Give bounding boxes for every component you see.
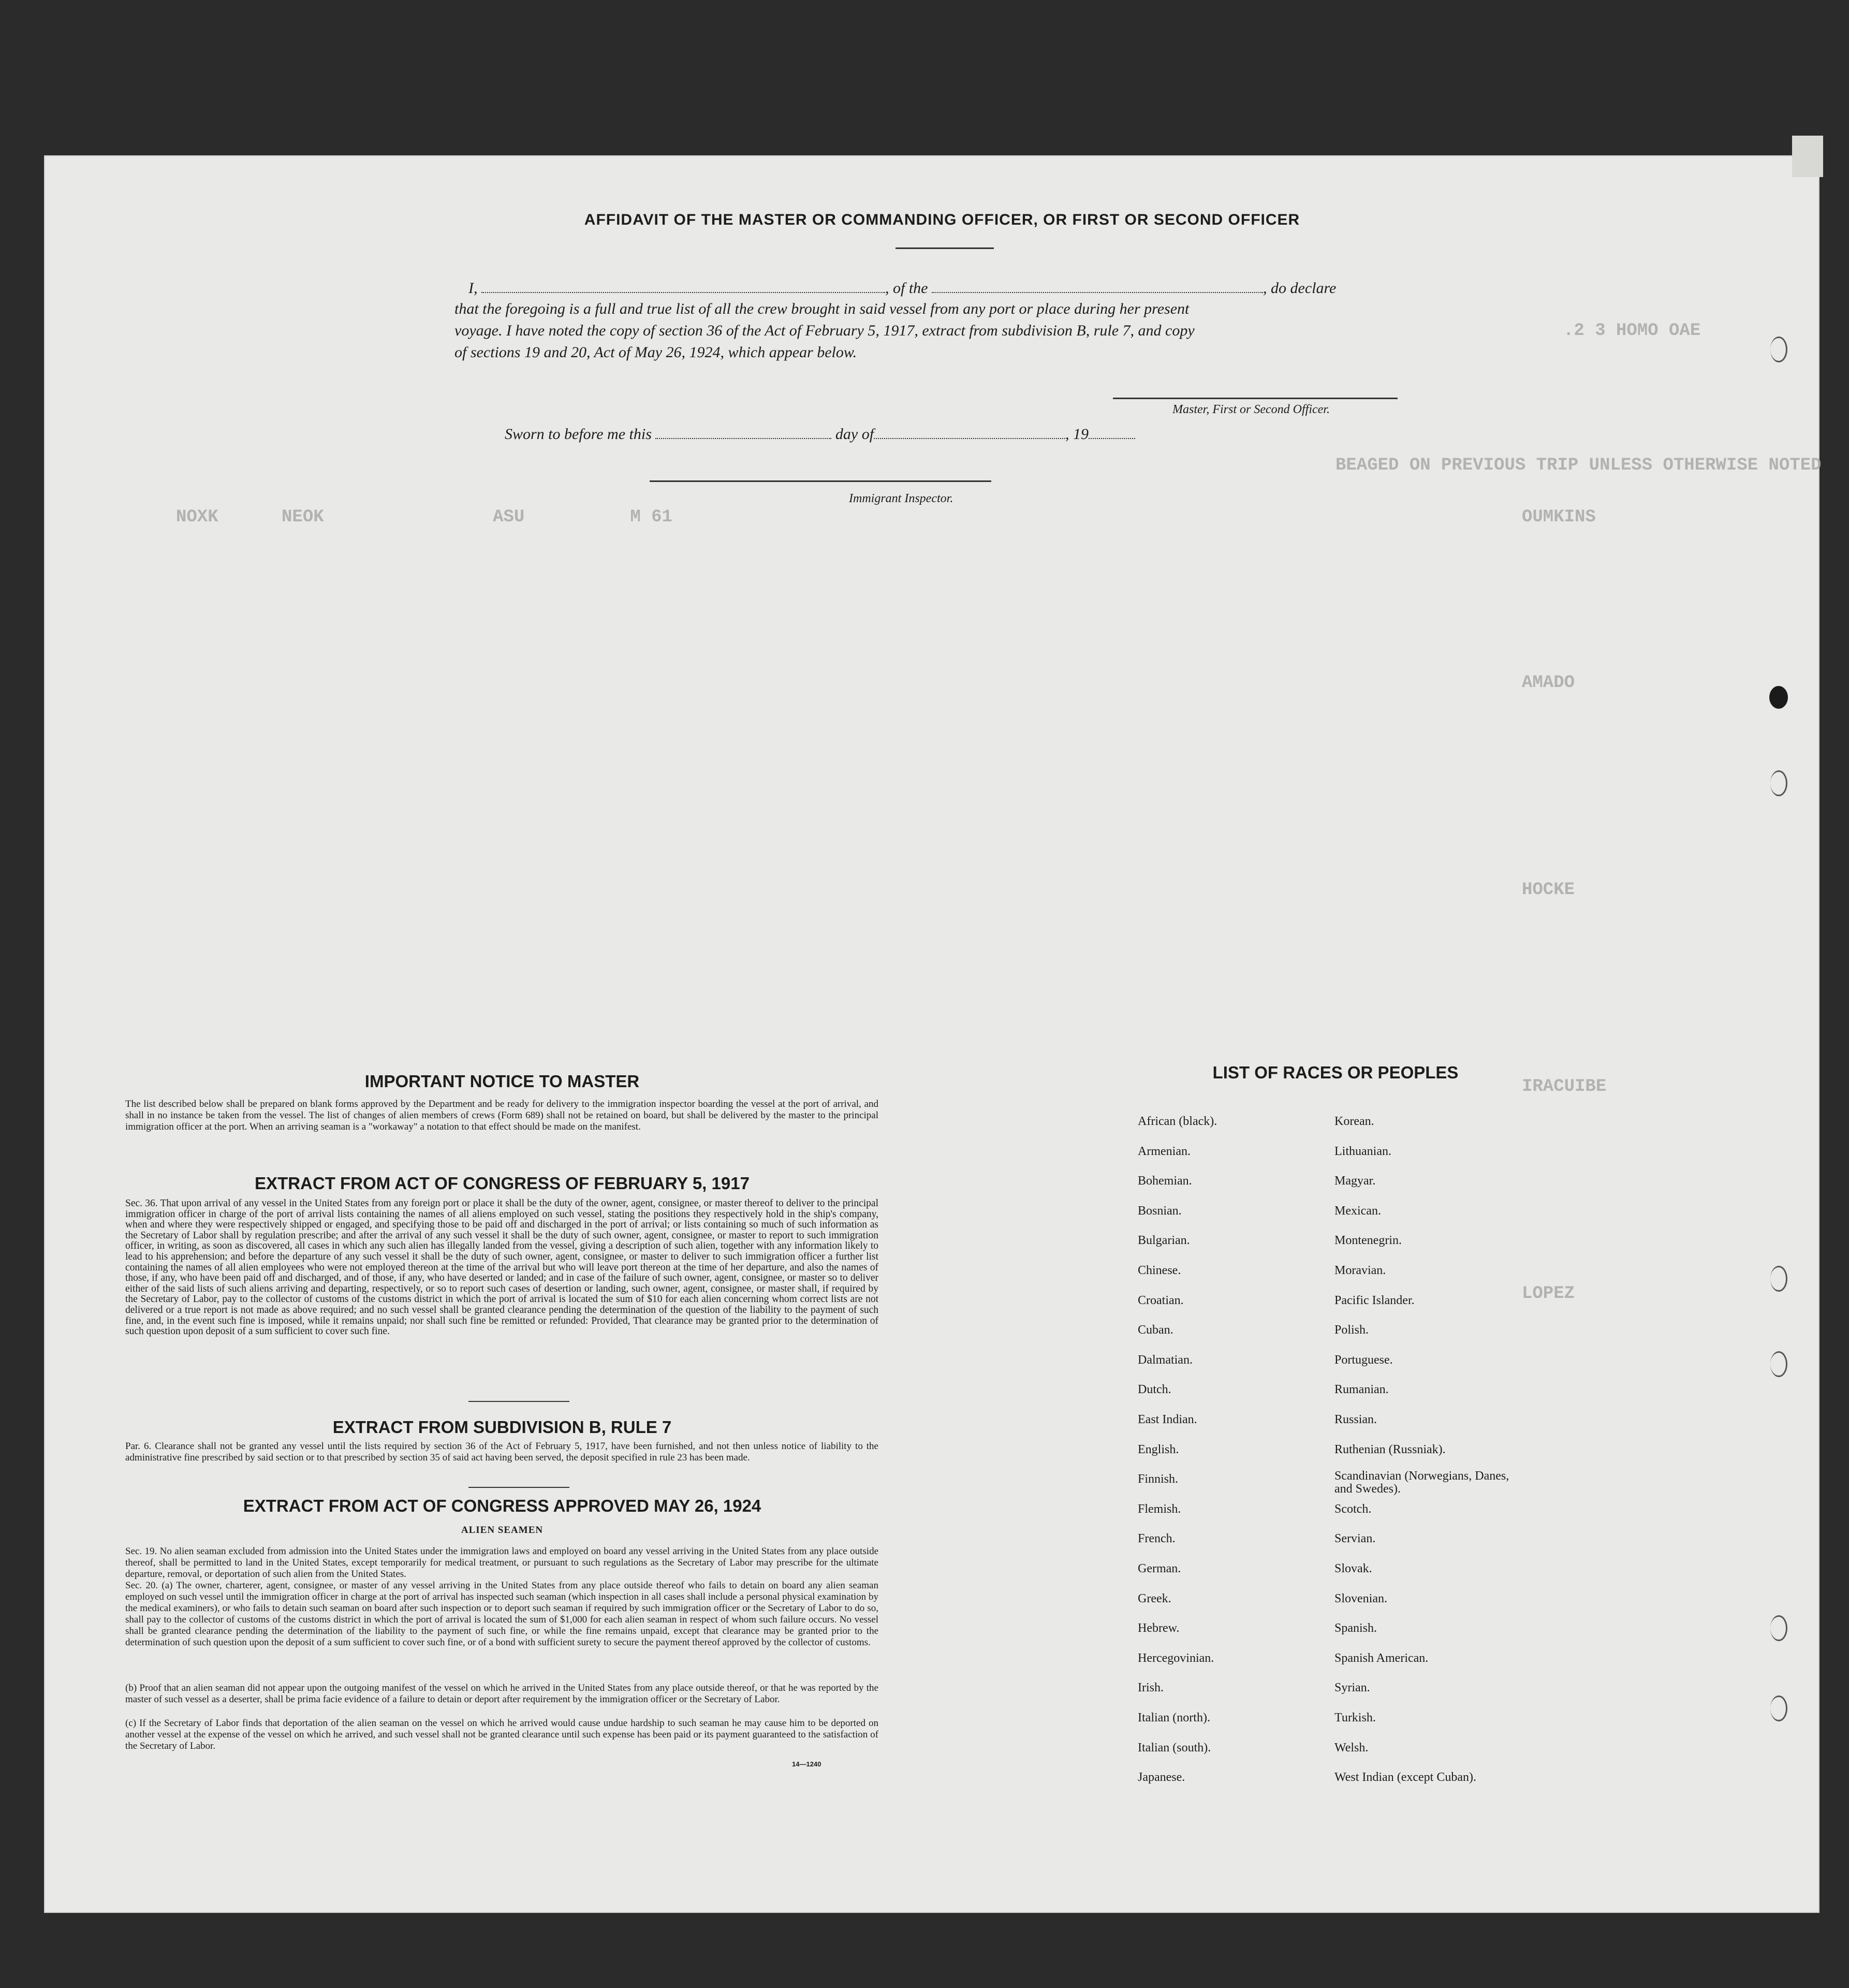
race-item: Scandinavian (Norwegians, Danes, and Swedes). — [1334, 1469, 1509, 1496]
alien-seamen-subtitle: ALIEN SEAMEN — [461, 1525, 544, 1536]
bleed-through-text: LOPEZ — [1522, 1284, 1575, 1304]
affidavit-line-3: voyage. I have noted the copy of section 36 of the Act of February 5, 1917, extract from subdivision B, rule 7, and copy — [454, 322, 1195, 339]
title-rule — [896, 247, 994, 249]
race-item: Bohemian. — [1138, 1174, 1192, 1188]
race-item: Slovenian. — [1334, 1591, 1387, 1605]
extract-1917-text: Sec. 36. That upon arrival of any vessel in the United States from any foreign port or place it shall be the duty of the owner, agent, consignee, or master thereof to deliver to the principal immigration officer in charge of the port of arrival lists containing the names of all aliens employed on such vessel, stating the positions they respectively hold in the ship's company, when and where they were respectively shipped or engaged, and specifying those to be paid off and discharged in the port of arrival; or lists containing so much of such information as the Secretary of Labor shall by regulation prescribe; and after the arrival of any such vessel it shall be the duty of such owner, agent, consignee, or master to report to such immigration officer, in writing, as soon as discovered, all cases in which any such alien has illegally landed from the vessel, giving a description of such alien, together with any information likely to lead to his apprehension; and before the departure of any such vessel it shall be the duty of such owner, agent, consignee, or master to deliver to such immigration officer a further list containing the names of all alien employees who were not employed thereon at the time of the arrival but who will leave port thereon at the time of her departure, and also the names of those, if any, who have been paid off and discharged, and of those, if any, who have deserted or landed; and in case of the failure of such owner, agent, consignee, or master so to deliver either of the said lists of such aliens arriving and departing, respectively, or so to report such cases of desertion or landing, such owner, agent, consignee, or master shall, if required by the Secretary of Labor, pay to the collector of customs of the customs district in which the port of arrival is located the sum of $10 for each alien concerning whom correct lists are not delivered or a true report is not made as above required; and no such vessel shall be granted clearance pending the determination of the question of the liability to the payment of such fine, and, in the event such fine is imposed, while it remains unpaid; nor shall such fine be remitted or refunded: Provided, That clearance may be granted prior to the determination of such question upon deposit of a sum sufficient to cover such fine. — [125, 1198, 878, 1337]
race-item: Hebrew. — [1138, 1621, 1180, 1635]
binder-hole — [1770, 1695, 1787, 1721]
race-item: English. — [1138, 1442, 1179, 1456]
divider — [468, 1401, 569, 1402]
manifest-page — [44, 155, 1819, 1913]
race-item: Moravian. — [1334, 1264, 1386, 1277]
race-item: Korean. — [1334, 1115, 1374, 1128]
binder-hole — [1770, 337, 1787, 362]
binder-hole — [1770, 770, 1787, 796]
master-signature-label: Master, First or Second Officer. — [1172, 403, 1330, 416]
binder-hole — [1770, 1351, 1787, 1377]
race-item: Italian (south). — [1138, 1741, 1211, 1755]
race-item: Syrian. — [1334, 1681, 1370, 1695]
declarant-name-field[interactable] — [481, 281, 885, 293]
notice-text: The list described below shall be prepared on blank forms approved by the Department and be ready for delivery to the immigration inspector boarding the vessel at the port of arrival, and shall in no instance be taken from the vessel. The list of changes of alien members of crews (Form 689) shall not be retained on board, but shall be delivered by the master to the principal immigration officer at the port. When an arriving seaman is a "workaway" a notation to that effect should be made on the manifest. — [125, 1099, 878, 1132]
race-item: Bosnian. — [1138, 1204, 1182, 1218]
race-item: Scotch. — [1334, 1502, 1372, 1516]
race-item: Russian. — [1334, 1413, 1377, 1426]
inspector-signature-label: Immigrant Inspector. — [849, 492, 953, 505]
binder-hole — [1770, 1266, 1787, 1292]
race-item: Rumanian. — [1334, 1383, 1389, 1397]
race-item: Welsh. — [1334, 1741, 1369, 1755]
sworn-prefix: Sworn to before me this — [505, 426, 652, 443]
race-item: Italian (north). — [1138, 1711, 1210, 1724]
bleed-through-text: .2 3 HOMO OAE — [1563, 321, 1701, 341]
race-item: Magyar. — [1334, 1174, 1376, 1188]
race-item: Dutch. — [1138, 1383, 1171, 1397]
race-item: West Indian (except Cuban). — [1334, 1771, 1476, 1785]
affidavit-line-1 — [468, 280, 1336, 297]
race-item: Polish. — [1334, 1323, 1369, 1337]
race-item: Dalmatian. — [1138, 1353, 1193, 1367]
page-tab — [1792, 136, 1823, 177]
race-item: African (black). — [1138, 1115, 1217, 1128]
sec20a-text: Sec. 20. (a) The owner, charterer, agent, consignee, or master of any vessel arriving in the United States from any place outside thereof who fails to detain on board any alien seaman employed on such vessel until the immigration officer in charge at the port of arrival has inspected such seaman (which inspection in all cases shall include a personal physical examination by the medical examiners), or who fails to detain such seaman on board after such inspection or to deport such seaman if required by such immigration officer or the Secretary of Labor to do so, shall pay to the collector of customs of the customs district in which the port of arrival is located the sum of $1,000 for each alien seaman in respect of whom such failure occurs. No vessel shall be granted clearance pending the determination of the liability to the payment of such fine, or while the fine remains unpaid, except that clearance may be granted prior to the determination of such question upon the deposit of a sum sufficient to cover such fine, or of a bond with sufficient surety to secure the payment thereof approved by the collector of customs. — [125, 1580, 878, 1648]
inspector-signature-line[interactable] — [650, 480, 991, 482]
master-signature-line[interactable] — [1113, 398, 1398, 399]
divider — [468, 1487, 569, 1488]
race-item: Croatian. — [1138, 1293, 1184, 1307]
race-item: Slovak. — [1334, 1562, 1372, 1575]
vessel-prefix: , of the — [885, 280, 928, 297]
race-item: Japanese. — [1138, 1771, 1185, 1785]
race-item: Pacific Islander. — [1334, 1293, 1415, 1307]
declare-text: , do declare — [1263, 280, 1337, 297]
form-code: 14—1240 — [792, 1760, 821, 1768]
sworn-line — [505, 426, 1135, 443]
race-item: Turkish. — [1334, 1711, 1376, 1724]
bleed-through-text: OUMKINS — [1522, 507, 1596, 527]
race-item: Greek. — [1138, 1591, 1171, 1605]
sworn-year: , 19 — [1065, 426, 1089, 443]
race-item: Flemish. — [1138, 1502, 1181, 1516]
sec19-text: Sec. 19. No alien seaman excluded from admission into the United States under the immigration laws and employed on board any vessel arriving in the United States from any place outside thereof, shall be permitted to land in the United States, except temporarily for medical treatment, or pursuant to such regulations as the Secretary of Labor may prescribe for the ultimate departure, removal, or deportation of such alien from the United States. — [125, 1546, 878, 1580]
extract-rule7-text: Par. 6. Clearance shall not be granted any vessel until the lists required by section 36 of the Act of February 5, 1917, have been furnished, and not then unless notice of liability to the administrative fine prescribed by said section or to that prescribed by section 35 of said act having been served, the deposit specified in rule 23 has been made. — [125, 1441, 878, 1463]
bleed-through-text: BEAGED ON PREVIOUS TRIP UNLESS OTHERWISE NOTED — [1336, 456, 1822, 475]
race-item: German. — [1138, 1562, 1181, 1575]
race-item: Spanish. — [1334, 1621, 1377, 1635]
races-title: LIST OF RACES OR PEOPLES — [1212, 1063, 1459, 1082]
bleed-through-text: AMADO — [1522, 673, 1575, 693]
race-item: Bulgarian. — [1138, 1234, 1190, 1248]
race-item: Servian. — [1334, 1532, 1376, 1546]
race-item: Cuban. — [1138, 1323, 1173, 1337]
race-item: Hercegovinian. — [1138, 1651, 1214, 1665]
extract-1917-title: EXTRACT FROM ACT OF CONGRESS OF FEBRUARY 5, 1917 — [255, 1174, 750, 1193]
binder-hole — [1769, 686, 1788, 709]
race-item: Irish. — [1138, 1681, 1164, 1695]
race-item: Portuguese. — [1334, 1353, 1393, 1367]
declarant-prefix: I, — [468, 280, 478, 297]
affidavit-line-2: that the foregoing is a full and true list of all the crew brought in said vessel from any port or place during her present — [454, 300, 1190, 317]
affidavit-title: AFFIDAVIT OF THE MASTER OR COMMANDING OFFICER, OR FIRST OR SECOND OFFICER — [584, 211, 1300, 228]
extract-1924-title: EXTRACT FROM ACT OF CONGRESS APPROVED MAY 26, 1924 — [243, 1496, 761, 1515]
bleed-through-text: HOCKE — [1522, 880, 1575, 900]
sworn-year-field[interactable] — [1089, 427, 1135, 439]
extract-rule7-title: EXTRACT FROM SUBDIVISION B, RULE 7 — [332, 1417, 672, 1437]
binder-hole — [1770, 1615, 1787, 1641]
sec20b-text: (b) Proof that an alien seaman did not appear upon the outgoing manifest of the vessel on which he arrived in the United States from any place outside thereof, or that he was reported by the master of such vessel as a deserter, shall be prima facie evidence of a failure to detain or deport after requirement by the immigration officer or the Secretary of Labor. — [125, 1683, 878, 1705]
notice-title: IMPORTANT NOTICE TO MASTER — [364, 1072, 640, 1091]
bleed-through-text: NOXK NEOK ASU M 61 — [176, 507, 672, 527]
bleed-through-text: IRACUIBE — [1522, 1077, 1607, 1097]
race-item: Mexican. — [1334, 1204, 1381, 1218]
race-item: French. — [1138, 1532, 1176, 1546]
race-item: Spanish American. — [1334, 1651, 1429, 1665]
race-item: Finnish. — [1138, 1472, 1179, 1486]
race-item: Lithuanian. — [1334, 1144, 1391, 1158]
race-item: Armenian. — [1138, 1144, 1191, 1158]
sec20c-text: (c) If the Secretary of Labor finds that deportation of the alien seaman on the vessel on which he arrived would cause undue hardship to such seaman he may cause him to be deported on another vessel at the expense of the vessel on which he arrived, and such vessel shall not be granted clearance until such expense has been paid or its payment guaranteed to the satisfaction of the Secretary of Labor. — [125, 1718, 878, 1751]
race-item: Montenegrin. — [1334, 1234, 1402, 1248]
affidavit-line-4: of sections 19 and 20, Act of May 26, 1924, which appear below. — [454, 344, 857, 361]
sworn-mid: day of — [835, 426, 874, 443]
vessel-name-field[interactable] — [932, 281, 1263, 293]
sworn-month-field[interactable] — [874, 427, 1065, 439]
race-item: East Indian. — [1138, 1413, 1197, 1426]
race-item: Chinese. — [1138, 1264, 1181, 1277]
race-item: Ruthenian (Russniak). — [1334, 1442, 1446, 1456]
sworn-day-field[interactable] — [655, 427, 831, 439]
